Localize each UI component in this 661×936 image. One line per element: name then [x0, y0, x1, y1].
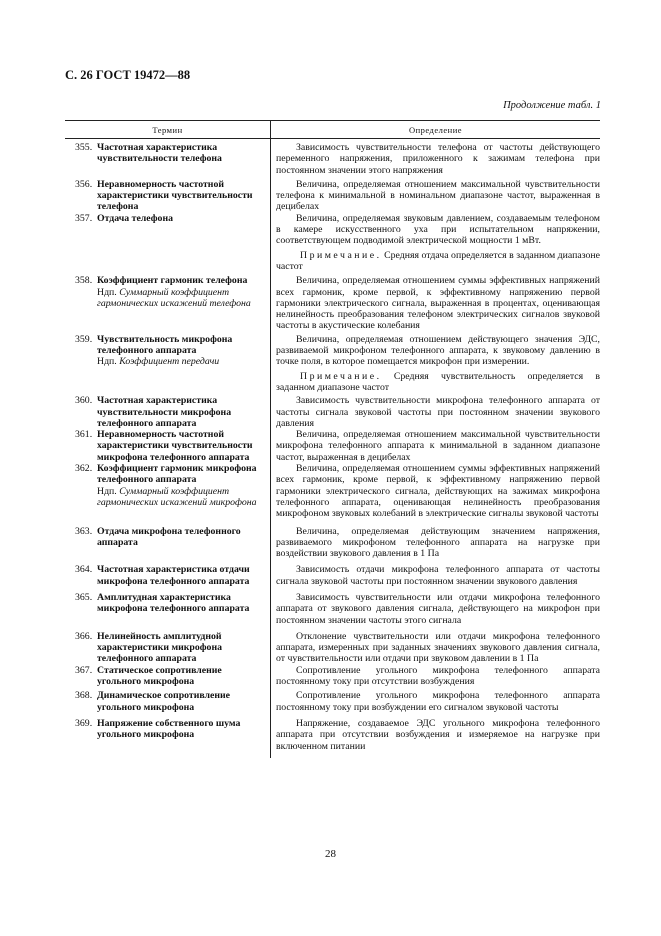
note-text: Средняя чувствительность определяется в заданном диапазоне частот [276, 370, 600, 393]
deprecated-term [75, 486, 264, 509]
definition-cell [270, 429, 600, 463]
term-text: Чувствительность микрофона телефонного аппарата [97, 333, 233, 357]
term-cell [65, 631, 270, 665]
table-row [65, 463, 600, 519]
definition-cell [270, 334, 600, 393]
table-continuation-label: Продолжение табл. 1 [503, 100, 601, 111]
term-cell [65, 179, 270, 213]
table-row [65, 275, 600, 331]
definition-cell [270, 179, 600, 213]
term-text: Неравномерность частотной характеристики чувствительности микрофона телефонного аппарата [97, 429, 253, 463]
definition-cell [270, 690, 600, 713]
table-row [65, 334, 600, 393]
note-label: Примечание. [300, 370, 382, 382]
definition-cell [270, 213, 600, 272]
definition-cell [270, 395, 600, 429]
term-cell [65, 275, 270, 309]
term-cell [65, 718, 270, 741]
term-cell [65, 334, 270, 368]
term-text: Напряжение собственного шума угольного микрофона [97, 717, 241, 741]
deprecated-text: Суммарный коэффициент гармонических искажений телефона [97, 286, 251, 309]
term-text: Отдача телефона [97, 212, 173, 224]
term-number: 361. [75, 429, 93, 441]
term-text: Неравномерность частотной характеристики чувствительности телефона [97, 178, 253, 213]
table-row [65, 665, 600, 688]
definition-cell [270, 142, 600, 176]
definition-cell [270, 564, 600, 587]
term-text: Коэффициент гармоник телефона [97, 275, 248, 287]
definition-text: Отклонение чувствительности или отдачи микрофона телефонного аппарата, измеренных при заданных значениях звукового давления сигнала, от чувствительности или отдачи при звуковом давлении в 1 Па [276, 630, 600, 665]
definition-cell [270, 592, 600, 626]
definition-text: Сопротивление угольного микрофона телефонного аппарата постоянному току при отсутствии возбуждения [276, 664, 600, 688]
definition-text: Величина, определяемая отношением максимальной чувствительности микрофона телефонного аппарата к минимальной в заданном диапазоне частот, выраженная в децибелах [276, 429, 600, 463]
term-cell [65, 142, 270, 165]
table-header [65, 120, 600, 139]
term-cell [65, 665, 270, 688]
definition-text: Величина, определяемая действующим значением напряжения, развиваемого микрофоном телефонного аппарата на нагрузке при воздействии звукового давления в 1 Па [276, 525, 600, 560]
term-cell [65, 526, 270, 549]
definition-text: Зависимость чувствительности или отдачи микрофона телефонного аппарата от звукового давления сигнала, действующего на микрофон при постоянном значении частоты этого сигнала [276, 591, 600, 626]
table-row [65, 213, 600, 272]
table-row [65, 718, 600, 752]
deprecated-text: Суммарный коэффициент гармонических искажений микрофона [97, 485, 257, 508]
term-text: Частотная характеристика отдачи микрофона телефонного аппарата [97, 564, 250, 587]
term-number: 355. [75, 142, 93, 153]
table-row [65, 526, 600, 560]
term-number: 363. [75, 525, 93, 537]
definition-cell [270, 631, 600, 665]
note-label: Примечание. [300, 249, 382, 261]
term-text: Отдача микрофона телефонного аппарата [97, 525, 241, 548]
term-cell [65, 592, 270, 615]
column-header-definition: Определение [408, 124, 463, 135]
definition-text: Величина, определяемая отношением действующего значения ЭДС, развиваемой микрофоном телефонного аппарата, к звуковому давлению в точке поля, в которое помещается микрофон при измерении. [276, 333, 600, 368]
definition-text: Величина, определяемая звуковым давлением, создаваемым телефоном в камере искусственного уха при испытательном напряжении, соответствующем подводимой электрической мощности 1 мВт. [276, 212, 600, 247]
definition-text: Величина, определяемая отношением суммы эффективных напряжений всех гармоник, кроме первой, к эффективному напряжению первой гармоники электрического сигнала, выраженная в процентах, оценивающая нелинейность преобразования телефоном электрических сигналов звуковой частоты в акустические колебания [276, 275, 600, 332]
definition-text: Сопротивление угольного микрофона телефонного аппарата постоянному току при возбуждении его сигналом звуковой частоты [276, 690, 600, 713]
table-row [65, 395, 600, 429]
definition-text: Величина, определяемая отношением максимальной чувствительности телефона к минимальной в номинальном диапазоне частот, выраженная в децибелах [276, 178, 600, 213]
term-number: 369. [75, 717, 93, 729]
table-row [65, 142, 600, 176]
deprecated-label: Ндп. [97, 485, 117, 497]
table-row [65, 179, 600, 213]
term-number: 367. [75, 664, 93, 676]
page-number: 28 [325, 848, 336, 860]
definition-text: Напряжение, создаваемое ЭДС угольного микрофона телефонного аппарата при отсутствии возбуждения и измеряемое на нагрузке при включенном питании [276, 717, 600, 752]
column-divider [270, 139, 271, 758]
term-text: Нелинейность амплитудной характеристики микрофона телефонного аппарата [97, 630, 222, 665]
definition-cell [270, 526, 600, 560]
table-body [65, 139, 600, 752]
term-cell [65, 429, 270, 463]
term-number: 357. [75, 212, 93, 224]
definition-text: Величина, определяемая отношением суммы эффективных напряжений всех гармоник, кроме первой, к эффективному напряжению первой гармоники электрического сигнала, действующих на зажимах микрофона телефонного аппарата, оценивающая нелинейность преобразования микрофоном звуковых колебаний в электрические сигналы звуковой частоты [276, 463, 600, 520]
term-number: 364. [75, 564, 93, 576]
term-cell [65, 564, 270, 587]
definition-cell [270, 718, 600, 752]
term-number: 366. [75, 630, 93, 642]
note-text: Средняя отдача определяется в заданном диапазоне частот [276, 249, 600, 272]
deprecated-label: Ндп. [97, 356, 117, 368]
definition-cell [270, 665, 600, 688]
table-row [65, 429, 600, 463]
term-number: 362. [75, 463, 93, 475]
term-number: 365. [75, 591, 93, 603]
definition-cell [270, 463, 600, 519]
table-row [65, 690, 600, 713]
terms-table [65, 120, 600, 752]
definition-text: Зависимость отдачи микрофона телефонного аппарата от частоты сигнала звуковой частоты при постоянном значении звукового давления [276, 564, 600, 587]
term-number: 368. [75, 690, 93, 702]
deprecated-term [75, 356, 264, 367]
term-number: 359. [75, 333, 93, 345]
page-header: С. 26 ГОСТ 19472—88 [65, 68, 191, 82]
deprecated-label: Ндп. [97, 286, 117, 298]
term-text: Частотная характеристика чувствительности телефона [97, 142, 222, 165]
column-header-term: Термин [65, 121, 271, 138]
table-row [65, 631, 600, 665]
table-row [65, 592, 600, 626]
deprecated-text: Коэффициент передачи [119, 356, 220, 368]
deprecated-term [75, 287, 264, 310]
term-number: 358. [75, 275, 93, 287]
definition-cell [270, 275, 600, 331]
table-row [65, 564, 600, 587]
term-cell [65, 395, 270, 429]
term-cell [65, 463, 270, 508]
term-cell [65, 690, 270, 713]
definition-text: Зависимость чувствительности телефона от частоты действующего переменного напряжения, приложенного к зажимам телефона при постоянном значении этого напряжения [276, 142, 600, 176]
term-text: Частотная характеристика чувствительности микрофона телефонного аппарата [97, 395, 232, 429]
term-text: Статическое сопротивление угольного микрофона [97, 664, 222, 688]
term-number: 356. [75, 178, 93, 190]
term-text: Амплитудная характеристика микрофона телефонного аппарата [97, 591, 250, 615]
definition-text: Зависимость чувствительности микрофона телефонного аппарата от частоты сигнала звуковой частоты при постоянном значении звукового давления [276, 395, 600, 429]
term-number: 360. [75, 395, 93, 407]
term-text: Коэффициент гармоник микрофона телефонного аппарата [97, 463, 257, 486]
note [276, 371, 600, 394]
note [276, 250, 600, 273]
term-cell [65, 213, 270, 224]
term-text: Динамическое сопротивление угольного микрофона [97, 690, 231, 713]
